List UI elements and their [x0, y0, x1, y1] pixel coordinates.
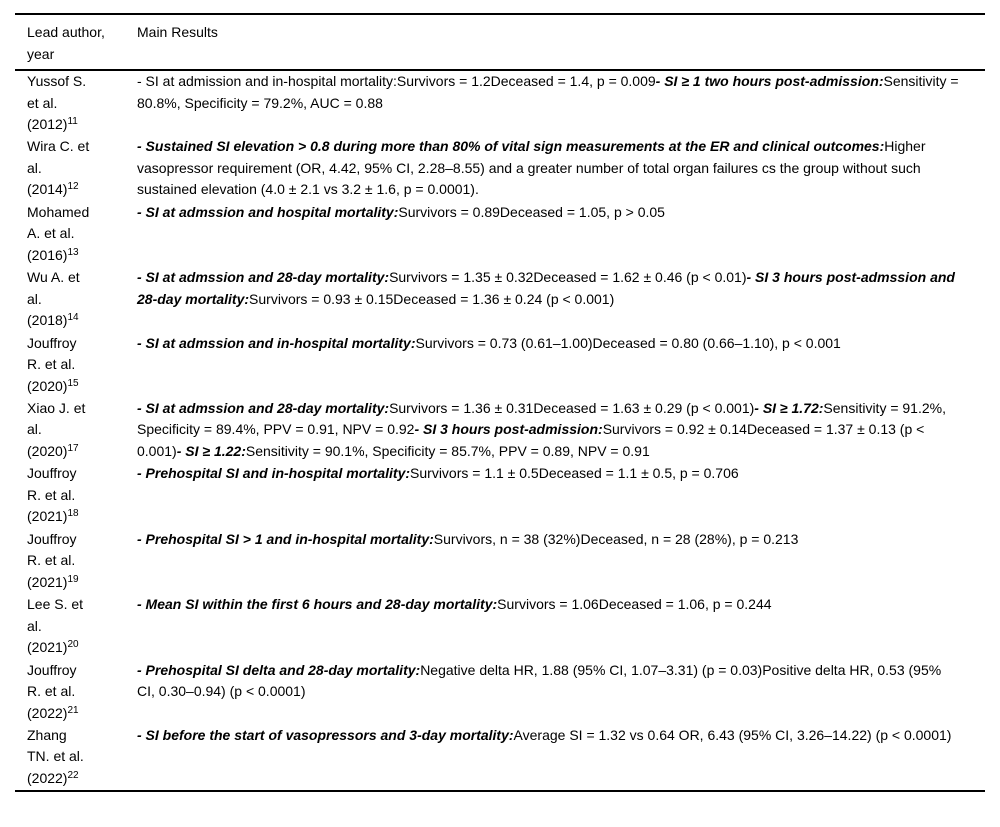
- table-body: [15, 71, 985, 790]
- reference-superscript: 13: [67, 246, 79, 258]
- reference-superscript: 22: [67, 769, 79, 781]
- col-header-main-results: Main Results: [137, 24, 218, 40]
- author-cell: Lee S. et al. $(2021)^{20}$: [27, 596, 84, 656]
- result-heading-segment: - SI ≥ 1.22:: [176, 442, 246, 459]
- table-row: [15, 202, 985, 267]
- table-row: [15, 136, 985, 201]
- results-cell: [137, 333, 985, 398]
- result-heading-segment: - Sustained SI elevation > 0.8 during more than 80% of vital sign measurements at the ER and clinical outcomes:: [137, 138, 885, 155]
- results-cell: [137, 463, 985, 528]
- author-cell: Jouffroy R. et al. $(2021)^{18}$: [27, 465, 79, 525]
- table-row: [15, 333, 985, 398]
- author-cell: Zhang TN. et al. $(2022)^{22}$: [27, 726, 84, 786]
- result-heading-segment: - SI ≥ 1 two hours post-admission:: [655, 73, 884, 89]
- result-heading-segment: - Prehospital SI > 1 and in-hospital mortality:: [137, 530, 434, 547]
- result-text-segment: Survivors = 1.36 ± 0.31Deceased = 1.63 ± 0.29 (p < 0.001): [389, 399, 755, 416]
- result-heading-segment: - SI at admssion and 28-day mortality:: [137, 399, 390, 416]
- author-cell: Jouffroy R. et al. $(2022)^{21}$: [27, 661, 79, 721]
- result-text-segment: Average SI = 1.32 vs 0.64 OR, 6.43 (95% CI, 3.26–14.22) (p < 0.0001): [513, 726, 952, 743]
- result-text-segment: Survivors = 1.06Deceased = 1.06, p = 0.244: [497, 596, 772, 613]
- result-heading-segment: - SI before the start of vasopressors and 3-day mortality:: [137, 726, 514, 743]
- result-text-segment: Survivors = 1.1 ± 0.5Deceased = 1.1 ± 0.5, p = 0.706: [410, 465, 739, 482]
- reference-superscript: 21: [67, 704, 79, 716]
- table-row: [15, 660, 985, 725]
- result-text-segment: Sensitivity = 80.8%, Specificity = 79.2%, AUC = 0.88: [137, 73, 959, 111]
- result-text-segment: Survivors = 1.35 ± 0.32Deceased = 1.62 ± 0.46 (p < 0.01): [389, 269, 747, 286]
- results-table: [15, 13, 985, 792]
- results-cell: [137, 202, 985, 267]
- results-cell: [137, 594, 985, 659]
- author-cell: Jouffroy R. et al. $(2021)^{19}$: [27, 530, 79, 590]
- table-row: [15, 267, 985, 332]
- table-row: [15, 463, 985, 528]
- results-cell: [137, 267, 985, 332]
- result-text-segment: Sensitivity = 90.1%, Specificity = 85.7%, PPV = 0.89, NPV = 0.91: [245, 442, 650, 459]
- author-cell: Wu A. et al. $(2018)^{14}$: [27, 269, 80, 329]
- result-text-segment: Survivors = 0.89Deceased = 1.05, p > 0.05: [398, 203, 665, 220]
- result-text-segment: Survivors = 0.73 (0.61–1.00)Deceased = 0.80 (0.66–1.10), p < 0.001: [415, 334, 841, 351]
- result-heading-segment: - SI at admssion and hospital mortality:: [137, 203, 399, 220]
- bottom-rule: [15, 790, 985, 792]
- result-heading-segment: - Mean SI within the first 6 hours and 28-day mortality:: [137, 596, 498, 613]
- result-text-segment: Survivors, n = 38 (32%)Deceased, n = 28 (28%), p = 0.213: [433, 530, 799, 547]
- result-heading-segment: - Prehospital SI delta and 28-day mortality:: [137, 661, 421, 678]
- reference-superscript: 18: [67, 508, 79, 520]
- result-text-segment: Sensitivity = 91.2%, Specificity = 89.4%, PPV = 0.91, NPV = 0.92: [137, 399, 946, 438]
- results-cell: [137, 398, 985, 463]
- reference-superscript: 12: [67, 181, 79, 193]
- table-row: [15, 529, 985, 594]
- results-cell: [137, 725, 985, 790]
- result-heading-segment: - SI at admssion and in-hospital mortality:: [137, 334, 416, 351]
- author-cell: Yussof S. et al. $(2012)^{11}$: [27, 73, 87, 132]
- reference-superscript: 17: [67, 442, 79, 454]
- result-heading-segment: - SI at admssion and 28-day mortality:: [137, 269, 390, 286]
- result-text-segment: Negative delta HR, 1.88 (95% CI, 1.07–3.31) (p = 0.03)Positive delta HR, 0.53 (95% CI, 0.30–0.94) (p < 0.0001): [137, 661, 942, 700]
- table-row: [15, 71, 985, 136]
- result-heading-segment: - Prehospital SI and in-hospital mortality:: [137, 465, 411, 482]
- result-heading-segment: - SI 3 hours post-admission:: [414, 421, 603, 438]
- table-head: [15, 15, 985, 69]
- author-cell: Xiao J. et al. $(2020)^{17}$: [27, 399, 86, 459]
- table-row: [15, 725, 985, 790]
- reference-superscript: 14: [67, 312, 79, 324]
- author-cell: Wira C. et al. $(2014)^{12}$: [27, 138, 90, 198]
- result-text-segment: Survivors = 0.92 ± 0.14Deceased = 1.37 ± 0.13 (p < 0.001): [137, 421, 925, 459]
- table-row: [15, 594, 985, 659]
- author-cell: Jouffroy R. et al. $(2020)^{15}$: [27, 334, 79, 394]
- author-cell: Mohamed A. et al. $(2016)^{13}$: [27, 203, 90, 263]
- col-header-line1: Lead author,: [27, 24, 105, 40]
- result-text-segment: Higher vasopressor requirement (OR, 4.42, 95% CI, 2.28–8.55) and a greater number of total organ failures cs the group without such sustained elevation (4.0 ± 2.1 vs 3.2 ± 1.6, p = 0.0001).: [137, 138, 926, 198]
- result-heading-segment: - SI ≥ 1.72:: [754, 399, 824, 416]
- results-cell: [137, 71, 985, 136]
- reference-superscript: 19: [67, 573, 79, 585]
- reference-superscript: 11: [67, 116, 78, 127]
- result-heading-segment: - SI 3 hours post-admssion and 28-day mortality:: [137, 269, 955, 307]
- results-cell: [137, 529, 985, 594]
- result-text-segment: - SI at admission and in-hospital mortality:Survivors = 1.2Deceased = 1.4, p = 0.009: [137, 73, 656, 89]
- table-row: [15, 398, 985, 463]
- col-header-line2: year: [27, 45, 55, 62]
- col-header-lead-author-year: [15, 22, 137, 65]
- reference-superscript: 20: [67, 639, 79, 651]
- result-text-segment: Survivors = 0.93 ± 0.15Deceased = 1.36 ± 0.24 (p < 0.001): [249, 290, 615, 307]
- results-cell: [137, 136, 985, 201]
- reference-superscript: 15: [67, 377, 79, 389]
- results-cell: [137, 660, 985, 725]
